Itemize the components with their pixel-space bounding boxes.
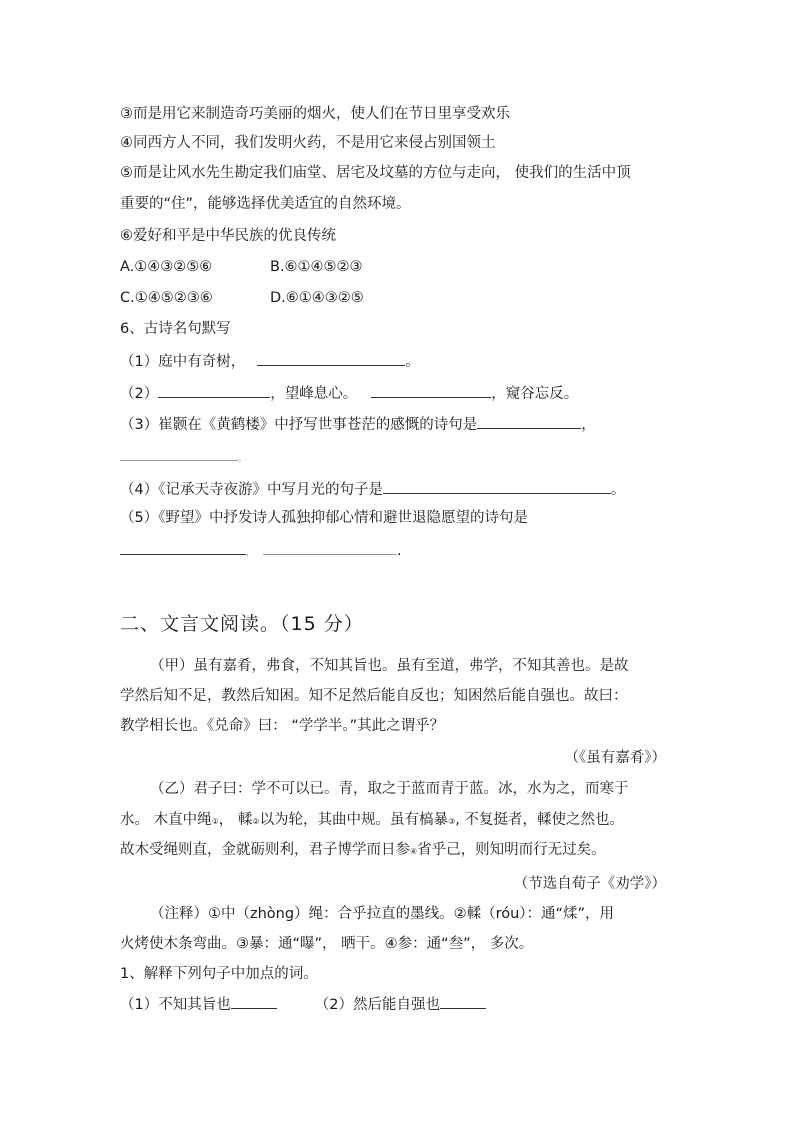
answer-blank[interactable] (231, 993, 277, 1009)
footnote-marker: ③ (448, 817, 456, 826)
option-item-6: ⑥爱好和平是中华民族的优良传统 (120, 228, 336, 244)
question-1-title: 1、解释下列句子中加点的词。 (120, 966, 318, 982)
passage-yi-line1: （乙）君子曰：学不可以已。青，取之于蓝而青于蓝。冰，水为之，而寒于 (150, 781, 629, 797)
passage-yi-text: ， 輮 (218, 812, 253, 828)
poem-item-3 (120, 413, 596, 435)
poem-item-2 (120, 382, 578, 404)
passage-yi-text: , 不复挺者，輮使之然也。 (455, 812, 624, 828)
passage-jia-source: （《虽有嘉肴》） (564, 750, 666, 766)
poem-item-5-end: . (397, 543, 402, 559)
notes-line2: 火烤使木条弯曲。③暴：通“曝”， 晒干。④参：通“叁”， 多次。 (120, 936, 534, 952)
notes-line1: （注释）①中（zhòng）绳：合乎拉直的墨线。②輮（róu）：通“煣”，用 (150, 906, 615, 922)
answer-blank[interactable] (371, 382, 491, 398)
poem-item-1 (120, 350, 420, 372)
answer-blank[interactable] (477, 413, 581, 429)
poem-item-3-text: （3）崔颢在《黄鹤楼》中抒写世事苍茫的感慨的诗句是 (120, 417, 478, 433)
question-6-title: 6、古诗名句默写 (120, 321, 231, 337)
poem-item-3-cont (120, 445, 247, 469)
passage-yi-text: 故木受绳则直，金就砺则利，君子博学而日参 (120, 842, 410, 858)
answer-blank[interactable] (120, 445, 238, 461)
poem-item-5-mid: ， (246, 548, 256, 558)
passage-yi-text: 以为轮，其曲中规。虽有槁暴 (259, 812, 449, 828)
poem-item-1-end: 。 (405, 354, 420, 370)
passage-jia-line2: 学然后知不足，教然后知困。知不足然后能自反也；知困然后能自强也。故曰： (120, 688, 628, 704)
option-item-4: ④同西方人不同，我们发明火药，不是用它来侵占别国领土 (120, 135, 496, 151)
poem-item-1-text: （1）庭中有奇树， (120, 354, 246, 370)
passage-yi-source: （节选自荀子《劝学》） (513, 876, 666, 892)
passage-jia-line3: 教学相长也。《兑命》曰： “学学半。”其此之谓乎？ (120, 718, 445, 734)
footnote-marker: ① (211, 817, 219, 826)
passage-yi-text: 省乎己，则知明而行无过矣。 (417, 842, 606, 858)
passage-yi-line3 (120, 840, 606, 862)
question-1-parts (120, 993, 486, 1015)
question-1-part-1: （1）不知其旨也 (120, 997, 231, 1013)
answer-blank[interactable] (158, 382, 270, 398)
answer-blank[interactable] (383, 478, 611, 494)
poem-item-2-end: ，窥谷忘反。 (491, 386, 579, 402)
poem-item-5: （5）《野望》中抒发诗人孤独抑郁心情和避世退隐愿望的诗句是 (120, 510, 528, 526)
choice-b: B.⑥①④⑤②③ (270, 259, 363, 275)
poem-item-4-text: （4）《记承天寺夜游》中写月光的句子是 (120, 482, 383, 498)
passage-jia-line1: （甲）虽有嘉肴，弗食，不知其旨也。虽有至道，弗学，不知其善也。是故 (150, 658, 629, 674)
footnote-marker: ② (252, 817, 260, 826)
footnote-marker: ④ (410, 847, 418, 856)
answer-blank[interactable] (257, 350, 405, 366)
poem-item-3-end: 。 (238, 454, 248, 464)
choice-d: D.⑥①④③②⑤ (270, 290, 364, 306)
poem-item-2-prefix: （2） (120, 386, 159, 402)
poem-item-4 (120, 478, 625, 500)
poem-item-4-end: 。 (610, 482, 626, 498)
option-item-5-line2: 重要的“住”，能够选择优美适宜的自然环境。 (120, 196, 411, 212)
option-item-5-line1: ⑤而是让风水先生勘定我们庙堂、居宅及坟墓的方位与走向， 使我们的生活中顶 (120, 165, 631, 181)
choice-a: A.①④③②⑤⑥ (120, 259, 213, 275)
answer-blank[interactable] (440, 993, 486, 1009)
section-heading: 二、文言文阅读。（15 分） (120, 613, 364, 635)
answer-blank[interactable] (263, 539, 397, 555)
poem-item-3-comma: ， (581, 417, 596, 433)
passage-yi-text: 水。 木直中绳 (120, 812, 212, 828)
question-1-part-2: （2）然后能自强也 (314, 997, 440, 1013)
poem-item-5-cont (120, 539, 402, 563)
option-item-3: ③而是用它来制造奇巧美丽的烟火，使人们在节日里享受欢乐 (120, 106, 510, 122)
poem-item-2-mid: ，望峰息心。 (270, 386, 358, 402)
choice-c: C.①④⑤②③⑥ (120, 290, 213, 306)
passage-yi-line2 (120, 810, 624, 832)
answer-blank[interactable] (120, 539, 246, 555)
